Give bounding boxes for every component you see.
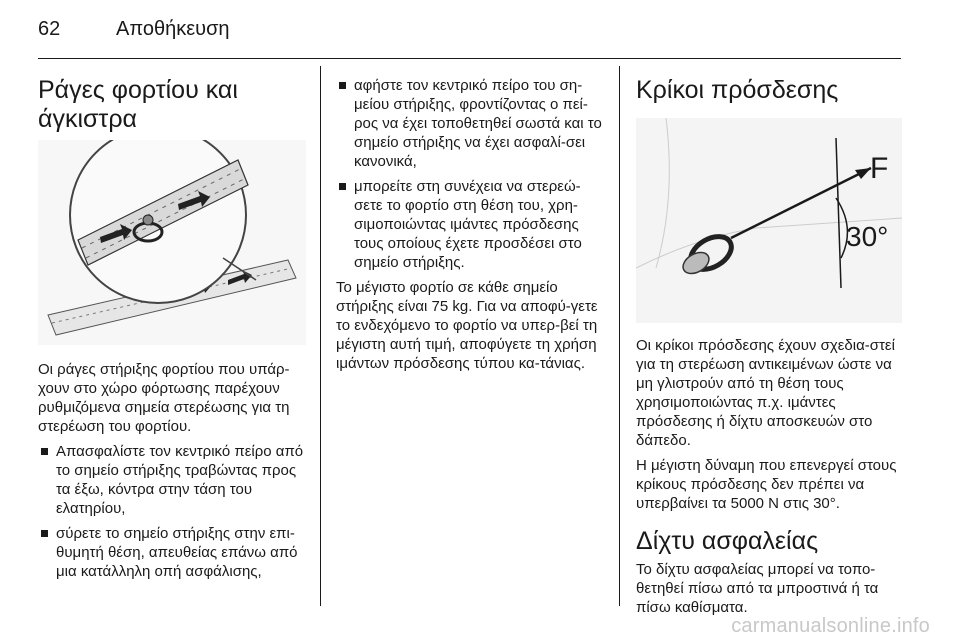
watermark: carmanualsonline.info (731, 615, 930, 637)
heading-cargo-rails (38, 76, 308, 134)
list-item: μπορείτε στη συνέχεια να στερεώ-σετε το φορτίο στη θέση του, χρη-σιμοποιώντας ιμάντες πρόσδεσης τους οποίους έχετε προσδέσει στο σημείο στήριξης. (336, 177, 606, 272)
heading-line-1: Ράγες φορτίου και (38, 76, 238, 104)
column-1-text (38, 360, 308, 587)
lashing-eyes-paragraph: Οι κρίκοι πρόσδεσης έχουν σχεδια-στεί για τη στερέωση αντικειμένων ώστε να μη γλιστρούν από τη θέση τους χρησιμοποιώντας π.χ. ιμάντες πρόσδεσης ή δίχτυ αποσκευών στο δάπεδο. (636, 337, 895, 449)
list-item: αφήστε τον κεντρικό πείρο του ση-μείου στήριξης, φροντίζοντας ο πεί-ρος να έχει τοποθετηθεί σωστά και το σημείο στήριξης να έχει ασφαλί-σει κανονικά, (336, 76, 606, 171)
column-3-text (636, 336, 902, 623)
column-3 (636, 76, 902, 105)
cargo-rails-paragraph: Οι ράγες στήριξης φορτίου που υπάρ-χουν στο χώρο φόρτωσης παρέχουν ρυθμιζόμενα σημεία στερέωσης για τη στερέωση του φορτίου. (38, 361, 290, 435)
lashing-eye-illustration (636, 118, 902, 323)
heading-safety-net: Δίχτυ ασφαλείας (636, 527, 819, 555)
cargo-rail-illustration (38, 140, 306, 345)
cargo-rails-steps-continued (336, 76, 606, 272)
list-item: Απασφαλίστε τον κεντρικό πείρο από το σημείο στήριξης τραβώντας προς τα έξω, κόντρα στην τάση του ελατηρίου, (38, 442, 308, 518)
column-2 (336, 76, 606, 379)
heading-lashing-eyes: Κρίκοι πρόσδεσης (636, 76, 839, 104)
header-rule (38, 58, 901, 59)
page-number: 62 (38, 18, 61, 40)
column-1 (38, 76, 308, 134)
max-force-paragraph: Η μέγιστη δύναμη που επενεργεί στους κρίκους πρόσδεσης δεν πρέπει να υπερβαίνει τα 5000 N στις 30°. (636, 457, 897, 512)
angle-label: 30° (846, 221, 889, 252)
section-title: Αποθήκευση (116, 18, 230, 40)
heading-line-2: άγκιστρα (38, 105, 137, 133)
max-load-paragraph: Το μέγιστο φορτίο σε κάθε σημείο στήριξης είναι 75 kg. Για να αποφύ-γετε το ενδεχόμενο το φορτίο να υπερ-βεί τη μέγιστη αυτή τιμή, αποφύγετε τη χρήση ιμάντων πρόσδεσης τύπου κα-τάνιας. (336, 279, 598, 372)
list-item: σύρετε το σημείο στήριξης στην επι-θυμητή θέση, απευθείας επάνω από μια κατάλληλη οπή ασφάλισης, (38, 524, 308, 581)
force-label: F (870, 152, 889, 185)
column-divider-2 (619, 66, 620, 606)
cargo-rails-steps (38, 442, 308, 581)
column-divider-1 (320, 66, 321, 606)
safety-net-paragraph: Το δίχτυ ασφαλείας μπορεί να τοπο-θετηθεί πίσω από τα μπροστινά ή τα πίσω καθίσματα. (636, 561, 879, 616)
